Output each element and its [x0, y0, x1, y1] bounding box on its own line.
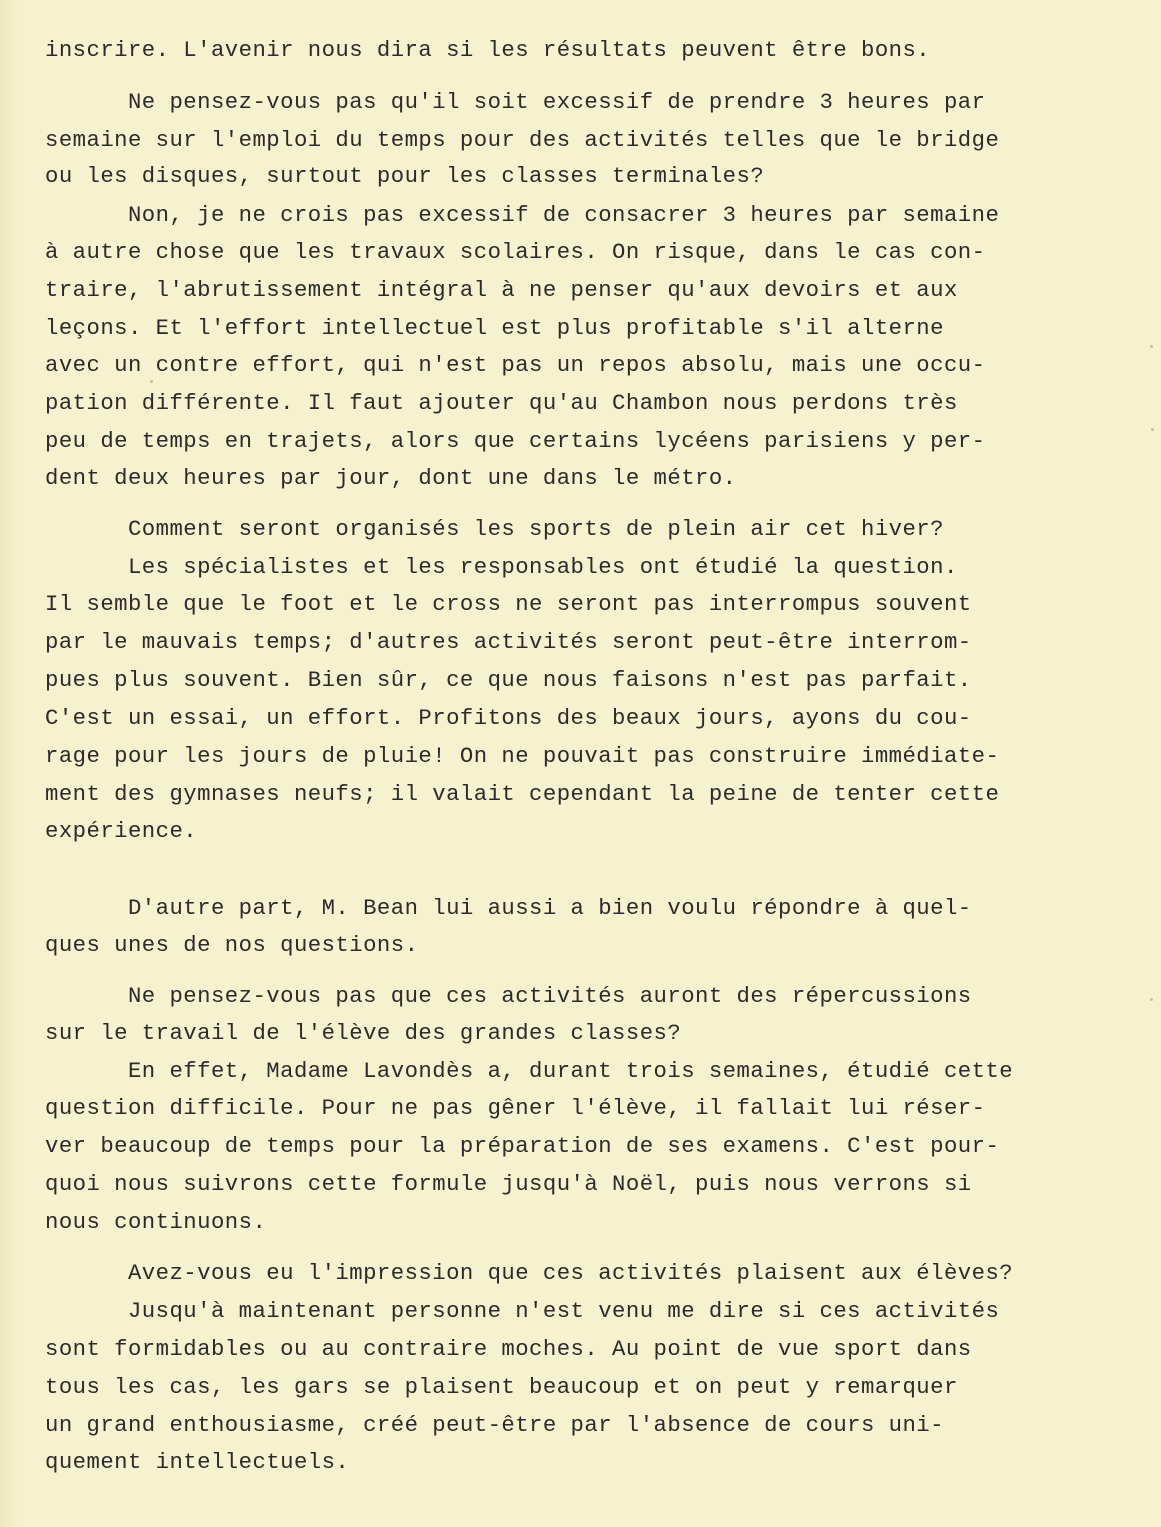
- text-line: Ne pensez-vous pas que ces activités auront des répercussions: [45, 983, 972, 1009]
- text-line: C'est un essai, un effort. Profitons des beaux jours, ayons du cou-: [45, 705, 972, 731]
- text-line: ques unes de nos questions.: [45, 932, 419, 958]
- page-edge-shadow: [0, 0, 18, 1527]
- text-line: ou les disques, surtout pour les classes terminales?: [45, 163, 765, 189]
- text-line: avec un contre effort, qui n'est pas un repos absolu, mais une occu-: [45, 352, 986, 378]
- text-line: sur le travail de l'élève des grandes classes?: [45, 1020, 682, 1046]
- text-line: quoi nous suivrons cette formule jusqu'à Noël, puis nous verrons si: [45, 1171, 972, 1197]
- text-line: nous continuons.: [45, 1209, 267, 1235]
- text-line: semaine sur l'emploi du temps pour des activités telles que le bridge: [45, 127, 1000, 153]
- paper-speck: [150, 380, 153, 383]
- text-line: à autre chose que les travaux scolaires. On risque, dans le cas con-: [45, 239, 986, 265]
- text-line: traire, l'abrutissement intégral à ne penser qu'aux devoirs et aux: [45, 277, 958, 303]
- text-line: Non, je ne crois pas excessif de consacrer 3 heures par semaine: [45, 202, 1000, 228]
- text-line: tous les cas, les gars se plaisent beaucoup et on peut y remarquer: [45, 1374, 958, 1400]
- text-line: D'autre part, M. Bean lui aussi a bien voulu répondre à quel-: [45, 895, 972, 921]
- paper-speck: [1150, 345, 1153, 348]
- text-line: expérience.: [45, 818, 198, 844]
- text-line: leçons. Et l'effort intellectuel est plus profitable s'il alterne: [45, 315, 944, 341]
- paper-speck: [1151, 428, 1154, 431]
- paper-speck: [1150, 998, 1153, 1001]
- text-line: dent deux heures par jour, dont une dans le métro.: [45, 465, 737, 491]
- text-line: En effet, Madame Lavondès a, durant trois semaines, étudié cette: [45, 1058, 1014, 1084]
- text-line: Les spécialistes et les responsables ont étudié la question.: [45, 554, 958, 580]
- text-line: Jusqu'à maintenant personne n'est venu me dire si ces activités: [45, 1298, 1000, 1324]
- text-line: pation différente. Il faut ajouter qu'au Chambon nous perdons très: [45, 390, 958, 416]
- text-line: rage pour les jours de pluie! On ne pouvait pas construire immédiate-: [45, 743, 1000, 769]
- text-line: ment des gymnases neufs; il valait cependant la peine de tenter cette: [45, 781, 1000, 807]
- text-line: Ne pensez-vous pas qu'il soit excessif de prendre 3 heures par: [45, 89, 986, 115]
- text-line: question difficile. Pour ne pas gêner l'élève, il fallait lui réser-: [45, 1095, 986, 1121]
- text-line: sont formidables ou au contraire moches. Au point de vue sport dans: [45, 1336, 972, 1362]
- text-line: ver beaucoup de temps pour la préparation de ses examens. C'est pour-: [45, 1133, 1000, 1159]
- text-line: un grand enthousiasme, créé peut-être par l'absence de cours uni-: [45, 1412, 944, 1438]
- text-line: par le mauvais temps; d'autres activités seront peut-être interrom-: [45, 629, 972, 655]
- text-line: Il semble que le foot et le cross ne seront pas interrompus souvent: [45, 591, 972, 617]
- text-line: Avez-vous eu l'impression que ces activités plaisent aux élèves?: [45, 1260, 1014, 1286]
- text-line: peu de temps en trajets, alors que certains lycéens parisiens y per-: [45, 428, 986, 454]
- text-line: Comment seront organisés les sports de plein air cet hiver?: [45, 516, 944, 542]
- text-line: inscrire. L'avenir nous dira si les résultats peuvent être bons.: [45, 37, 931, 63]
- text-line: quement intellectuels.: [45, 1449, 350, 1475]
- text-line: pues plus souvent. Bien sûr, ce que nous faisons n'est pas parfait.: [45, 667, 972, 693]
